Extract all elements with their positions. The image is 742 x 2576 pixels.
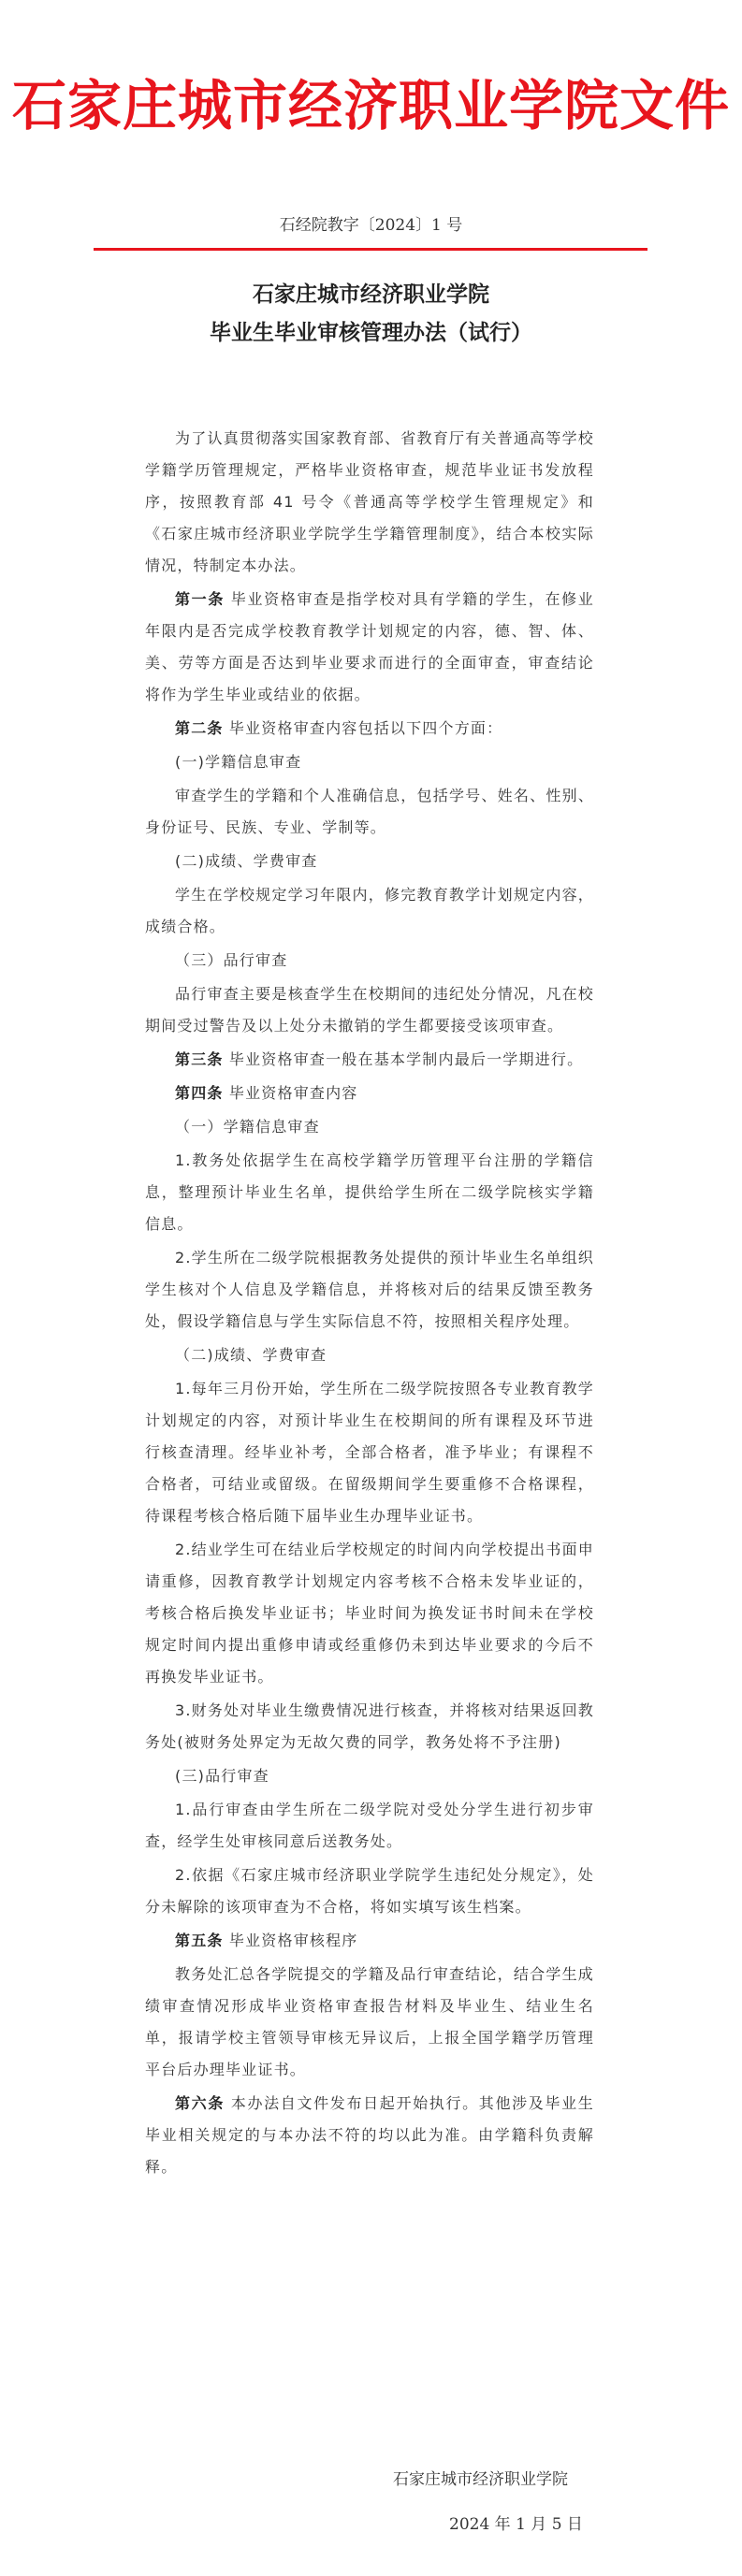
article-3 xyxy=(145,1044,594,1076)
article-5-label: 第五条 xyxy=(175,1932,224,1949)
article-4-label: 第四条 xyxy=(175,1084,224,1102)
document-title-line2: 毕业生毕业审核管理办法（试行） xyxy=(210,320,532,345)
article-2-text: 毕业资格审查内容包括以下四个方面： xyxy=(228,719,503,737)
article-4-section-1-item-1: 1.教务处依据学生在高校学籍学历管理平台注册的学籍信息，整理预计毕业生名单，提供给学生所在二级学院核实学籍信息。 xyxy=(145,1151,594,1233)
article-4-section-2-item-3: 3.财务处对毕业生缴费情况进行核查，并将核对结果返回教务处(被财务处界定为无故欠费的同学，教务处将不予注册) xyxy=(145,1701,594,1751)
article-4-section-1-item-2: 2.学生所在二级学院根据教务处提供的预计毕业生名单组织学生核对个人信息及学籍信息，并将核对后的结果反馈至教务处，假设学籍信息与学生实际信息不符，按照相关程序处理。 xyxy=(145,1249,594,1330)
article-5-paragraph: 教务处汇总各学院提交的学籍及品行审查结论，结合学生成绩审查情况形成毕业资格审查报告材料及毕业生、结业生名单，报请学校主管领导审核无异议后，上报全国学籍学历管理平台后办理毕业证书。 xyxy=(145,1965,594,2078)
article-5-text: 毕业资格审核程序 xyxy=(228,1932,358,1949)
article-4 xyxy=(145,1078,594,1109)
signature-date: 2024 年 1 月 5 日 xyxy=(449,2515,583,2534)
article-6-label: 第六条 xyxy=(175,2094,226,2112)
article-4-section-2-heading: （二)成绩、学费审查 xyxy=(175,1346,327,1364)
article-4-section-3-item-1: 1.品行审查由学生所在二级学院对受处分学生进行初步审查，经学生处审核同意后送教务处。 xyxy=(145,1801,594,1850)
article-1-label: 第一条 xyxy=(175,590,226,608)
article-2-section-3-heading: （三）品行审查 xyxy=(175,951,288,969)
article-4-section-3-item-2: 2.依据《石家庄城市经济职业学院学生违纪处分规定》，处分未解除的该项审查为不合格，将如实填写该生档案。 xyxy=(145,1866,594,1916)
article-3-label: 第三条 xyxy=(175,1050,224,1068)
article-1 xyxy=(145,584,594,711)
article-2-section-2-text: 学生在学校规定学习年限内，修完教育教学计划规定内容，成绩合格。 xyxy=(145,886,594,935)
article-5 xyxy=(145,1925,594,1957)
article-2-section-3-text: 品行审查主要是核查学生在校期间的违纪处分情况，凡在校期间受过警告及以上处分未撤销的学生都要接受该项审查。 xyxy=(145,985,594,1035)
article-2-section-1-heading: (一)学籍信息审查 xyxy=(175,753,302,771)
article-2 xyxy=(145,713,594,745)
document-number: 石经院教字〔2024〕1 号 xyxy=(279,216,463,235)
article-2-section-2-heading: (二)成绩、学费审查 xyxy=(175,852,318,870)
red-header-title: 石家庄城市经济职业学院文件 xyxy=(11,74,730,137)
article-3-text: 毕业资格审查一般在基本学制内最后一学期进行。 xyxy=(228,1050,584,1068)
signature-organization: 石家庄城市经济职业学院 xyxy=(393,2470,568,2489)
intro-paragraph: 为了认真贯彻落实国家教育部、省教育厅有关普通高等学校学籍学历管理规定，严格毕业资格审查，规范毕业证书发放程序，按照教育部 41 号令《普通高等学校学生管理规定》和《石家庄城市经济职业学院学生学籍管理制度》，结合本校实际情况，特制定本办法。 xyxy=(145,429,594,574)
article-4-text: 毕业资格审查内容 xyxy=(228,1084,358,1102)
article-4-section-1-heading: （一）学籍信息审查 xyxy=(175,1118,320,1136)
article-1-text: 毕业资格审查是指学校对具有学籍的学生，在修业年限内是否完成学校教育教学计划规定的内容，德、智、体、美、劳等方面是否达到毕业要求而进行的全面审查，审查结论将作为学生毕业或结业的依据。 xyxy=(145,590,594,703)
article-6-text: 本办法自文件发布日起开始执行。其他涉及毕业生毕业相关规定的与本办法不符的均以此为准。由学籍科负责解释。 xyxy=(145,2094,594,2176)
article-4-section-3-heading: (三)品行审查 xyxy=(175,1767,269,1785)
article-4-section-2-item-2: 2.结业学生可在结业后学校规定的时间内向学校提出书面申请重修，因教育教学计划规定内容考核不合格未发毕业证的，考核合格后换发毕业证书；毕业时间为换发证书时间未在学校规定时间内提出重修申请或经重修仍未到达毕业要求的今后不再换发毕业证书。 xyxy=(145,1541,594,1686)
article-6 xyxy=(145,2088,594,2183)
article-2-label: 第二条 xyxy=(175,719,224,737)
document-title-line1: 石家庄城市经济职业学院 xyxy=(253,282,489,307)
article-2-section-1-text: 审查学生的学籍和个人准确信息，包括学号、姓名、性别、身份证号、民族、专业、学制等。 xyxy=(145,787,594,836)
red-divider-line xyxy=(94,248,647,251)
document-body xyxy=(145,423,594,2185)
article-4-section-2-item-1: 1.每年三月份开始，学生所在二级学院按照各专业教育教学计划规定的内容，对预计毕业生在校期间的所有课程及环节进行核查清理。经毕业补考，全部合格者，准予毕业；有课程不合格者，可结业或留级。在留级期间学生要重修不合格课程，待课程考核合格后随下届毕业生办理毕业证书。 xyxy=(145,1380,594,1525)
